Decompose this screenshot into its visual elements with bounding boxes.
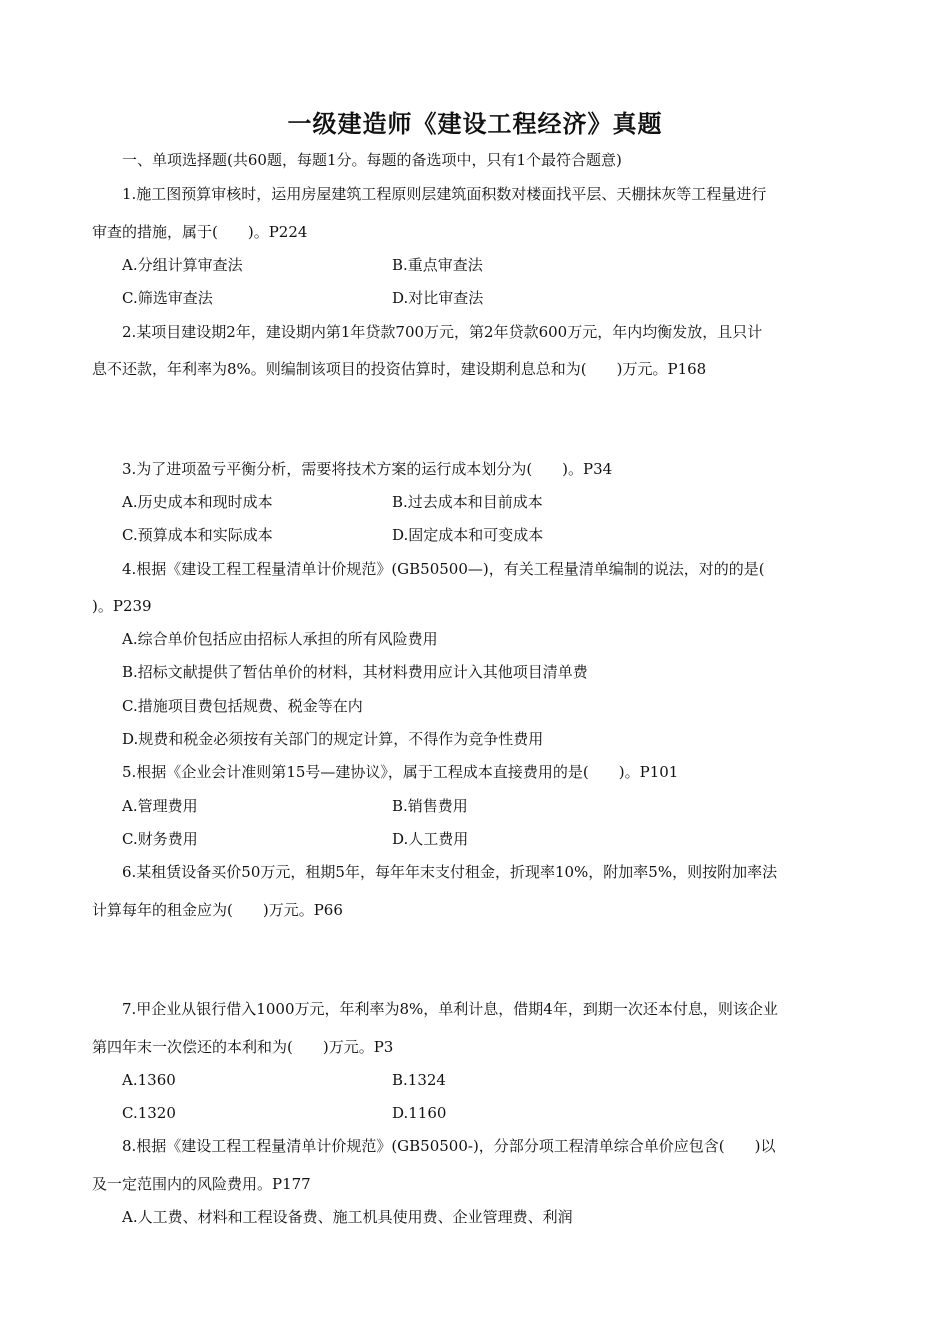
question-1-option-a: A.分组计算审查法	[122, 256, 243, 274]
question-3-option-c: C.预算成本和实际成本	[122, 526, 273, 544]
question-6-stem: 6.某租赁设备买价50万元，租期5年，每年年末支付租金，折现率10%，附加率5%，则按附加率法	[122, 863, 778, 881]
question-1-option-c: C.筛选审查法	[122, 289, 213, 307]
question-7-option-b: B.1324	[392, 1071, 446, 1089]
question-1-stem: 1.施工图预算审核时，运用房屋建筑工程原则层建筑面积数对楼面找平层、天棚抹灰等工程量进行	[122, 185, 767, 203]
question-2-stem-cont: 息不还款，年利率为8%。则编制该项目的投资估算时，建设期利息总和为( )万元。P168	[92, 360, 707, 378]
question-2-stem: 2.某项目建设期2年，建设期内第1年贷款700万元，第2年贷款600万元，年内均衡发放，且只计	[122, 323, 763, 341]
question-3-option-b: B.过去成本和目前成本	[392, 493, 543, 511]
question-5-option-b: B.销售费用	[392, 797, 468, 815]
question-7-stem-cont: 第四年末一次偿还的本利和为( )万元。P3	[92, 1038, 394, 1056]
question-5-stem: 5.根据《企业会计准则第15号—建协议》，属于工程成本直接费用的是( )。P101	[122, 763, 679, 781]
question-8-stem-cont: 及一定范围内的风险费用。P177	[92, 1175, 311, 1193]
question-7-stem: 7.甲企业从银行借入1000万元，年利率为8%，单利计息，借期4年，到期一次还本付息，则该企业	[122, 1000, 778, 1018]
question-8-stem: 8.根据《建设工程工程量清单计价规范》(GB50500-)，分部分项工程清单综合单价应包含( )以	[122, 1137, 776, 1155]
question-5-option-d: D.人工费用	[392, 830, 469, 848]
question-3-option-a: A.历史成本和现时成本	[122, 493, 273, 511]
question-4-option-d: D.规费和税金必须按有关部门的规定计算，不得作为竞争性费用	[122, 730, 544, 748]
question-3-stem: 3.为了进项盈亏平衡分析，需要将技术方案的运行成本划分为( )。P34	[122, 460, 613, 478]
question-4-option-b: B.招标文献提供了暂估单价的材料，其材料费用应计入其他项目清单费	[122, 663, 588, 681]
page-title: 一级建造师《建设工程经济》真题	[287, 110, 663, 138]
question-5-option-c: C.财务费用	[122, 830, 198, 848]
question-6-stem-cont: 计算每年的租金应为( )万元。P66	[92, 901, 343, 919]
question-1-stem-cont: 审查的措施，属于( )。P224	[92, 223, 308, 241]
question-7-option-c: C.1320	[122, 1104, 176, 1122]
question-4-option-c: C.措施项目费包括规费、税金等在内	[122, 697, 363, 715]
question-7-option-a: A.1360	[122, 1071, 176, 1089]
question-5-option-a: A.管理费用	[122, 797, 198, 815]
question-4-stem-cont: )。P239	[92, 597, 152, 615]
question-4-stem: 4.根据《建设工程工程量清单计价规范》(GB50500—)，有关工程量清单编制的说法，对的的是(	[122, 560, 765, 578]
question-1-option-b: B.重点审查法	[392, 256, 483, 274]
question-8-option-a: A.人工费、材料和工程设备费、施工机具使用费、企业管理费、利润	[122, 1208, 573, 1226]
section-header: 一、单项选择题(共60题，每题1分。每题的备选项中，只有1个最符合题意)	[122, 151, 622, 169]
question-7-option-d: D.1160	[392, 1104, 447, 1122]
question-1-option-d: D.对比审查法	[392, 289, 484, 307]
question-4-option-a: A.综合单价包括应由招标人承担的所有风险费用	[122, 630, 438, 648]
question-3-option-d: D.固定成本和可变成本	[392, 526, 544, 544]
